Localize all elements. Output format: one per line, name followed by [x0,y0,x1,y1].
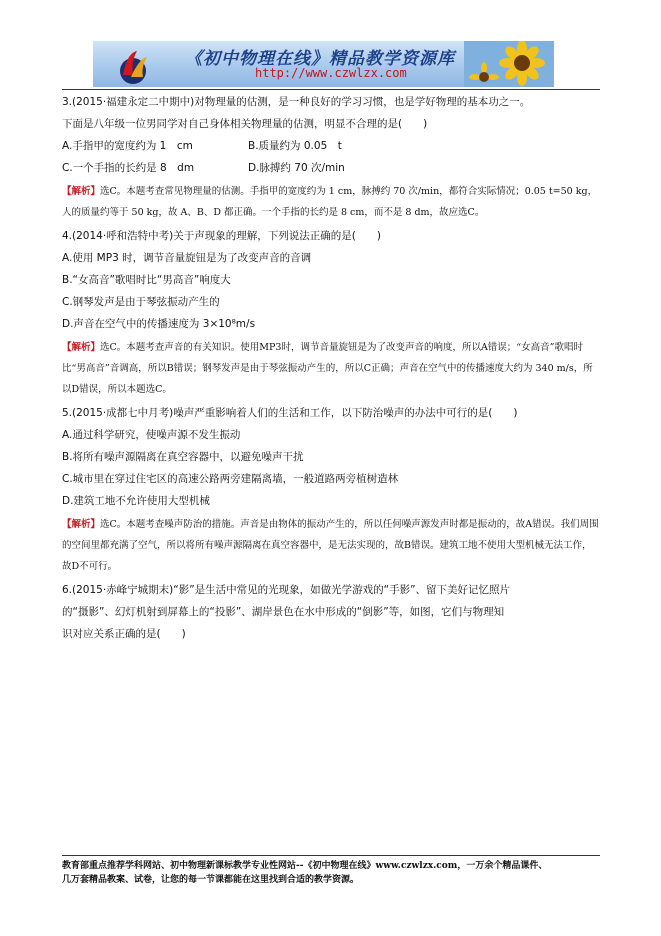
option-a: A.手指甲的宽度约为 1 cm [62,140,193,152]
analysis-tag: 【解析】 [62,186,101,197]
analysis [62,181,600,223]
option-d: D.建筑工地不允许使用大型机械 [62,495,210,507]
banner-url[interactable]: http://www.czwlzx.com [255,66,407,80]
header-divider [62,89,600,90]
analysis [62,337,600,400]
site-logo-icon [113,45,153,85]
option-c: C.城市里在穿过住宅区的高速公路两旁建隔离墙，一般道路两旁植树造林 [62,473,399,485]
analysis-tag: 【解析】 [62,342,101,353]
question-stem-line: 4.(2014·呼和浩特中考)关于声现象的理解，下列说法正确的是( ) [62,230,381,242]
question-3 [62,91,600,223]
option-row [62,157,600,179]
question-6 [62,579,600,645]
option-c: C.一个手指的长约是 8 dm [62,162,195,174]
question-stem-line: 识对应关系正确的是( ) [62,628,186,640]
analysis-text: 选C。本题考查常见物理量的估测。手指甲的宽度约为 1 cm，脉搏约 70 次/min，都符合实际情况；0.05 t=50 kg，人的质量约等于 50 kg，故 A、B、D 都正确。一个手指的长约是 8 cm，而不是 8 dm，故应选C。 [62,186,598,218]
sunflower-icon [464,41,554,87]
analysis-text: 选C。本题考查噪声防治的措施。声音是由物体的振动产生的，所以任何噪声源发声时都是振动的，故A错误。我们周围的空间里都充满了空气，所以将所有噪声源隔离在真空容器中，是无法实现的，故B错误。建筑工地不使用大型机械无法工作，故D不可行。 [62,519,599,572]
option-d: D.脉搏约 70 次/min [248,162,345,174]
question-stem-line: 的“摄影”、幻灯机射到屏幕上的“投影”、湖岸景色在水中形成的“倒影”等，如图，它们与物理知 [62,606,505,618]
question-stem-line: 3.(2015·福建永定二中期中)对物理量的估测，是一种良好的学习习惯，也是学好物理的基本功之一。 [62,96,531,108]
analysis [62,514,600,577]
question-stem-line: 6.(2015·赤峰宁城期末)“影”是生活中常见的光现象，如做光学游戏的“手影”、留下美好记忆照片 [62,584,511,596]
option-a: A.使用 MP3 时，调节音量旋钮是为了改变声音的音调 [62,252,312,264]
header-banner [93,41,554,87]
document-body [62,91,600,647]
footer-line: 几万套精品教案、试卷，让您的每一节课都能在这里找到合适的教学资源。 [62,875,360,885]
footer-line: 教育部重点推荐学科网站、初中物理新课标教学专业性网站--《初中物理在线》www.czwlzx.com，一万余个精品课件、 [62,861,548,871]
option-b: B.将所有噪声源隔离在真空容器中，以避免噪声干扰 [62,451,304,463]
footer-divider [62,855,600,856]
option-d: D.声音在空气中的传播速度为 3×10⁸m/s [62,318,256,330]
page-footer [62,859,600,887]
question-5 [62,402,600,577]
option-b: B.“女高音”歌唱时比“男高音”响度大 [62,274,231,286]
question-4 [62,225,600,400]
option-a: A.通过科学研究，使噪声源不发生振动 [62,429,241,441]
analysis-tag: 【解析】 [62,519,101,530]
option-b: B.质量约为 0.05 t [248,140,342,152]
question-stem-line: 下面是八年级一位男同学对自己身体相关物理量的估测，明显不合理的是( ) [62,118,428,130]
banner-title: 《初中物理在线》精品教学资源库 [185,49,455,69]
option-row [62,135,600,157]
option-c: C.钢琴发声是由于琴弦振动产生的 [62,296,220,308]
analysis-text: 选C。本题考查声音的有关知识。使用MP3时，调节音量旋钮是为了改变声音的响度，所以A错误；“女高音”歌唱时比“男高音”音调高，所以B错误；钢琴发声是由于琴弦振动产生的，所以C正确；声音在空气中的传播速度大约为 340 m/s，所以D错误，所以本题选C。 [62,342,593,395]
question-stem-line: 5.(2015·成都七中月考)噪声严重影响着人们的生活和工作，以下防治噪声的办法中可行的是( ) [62,407,518,419]
